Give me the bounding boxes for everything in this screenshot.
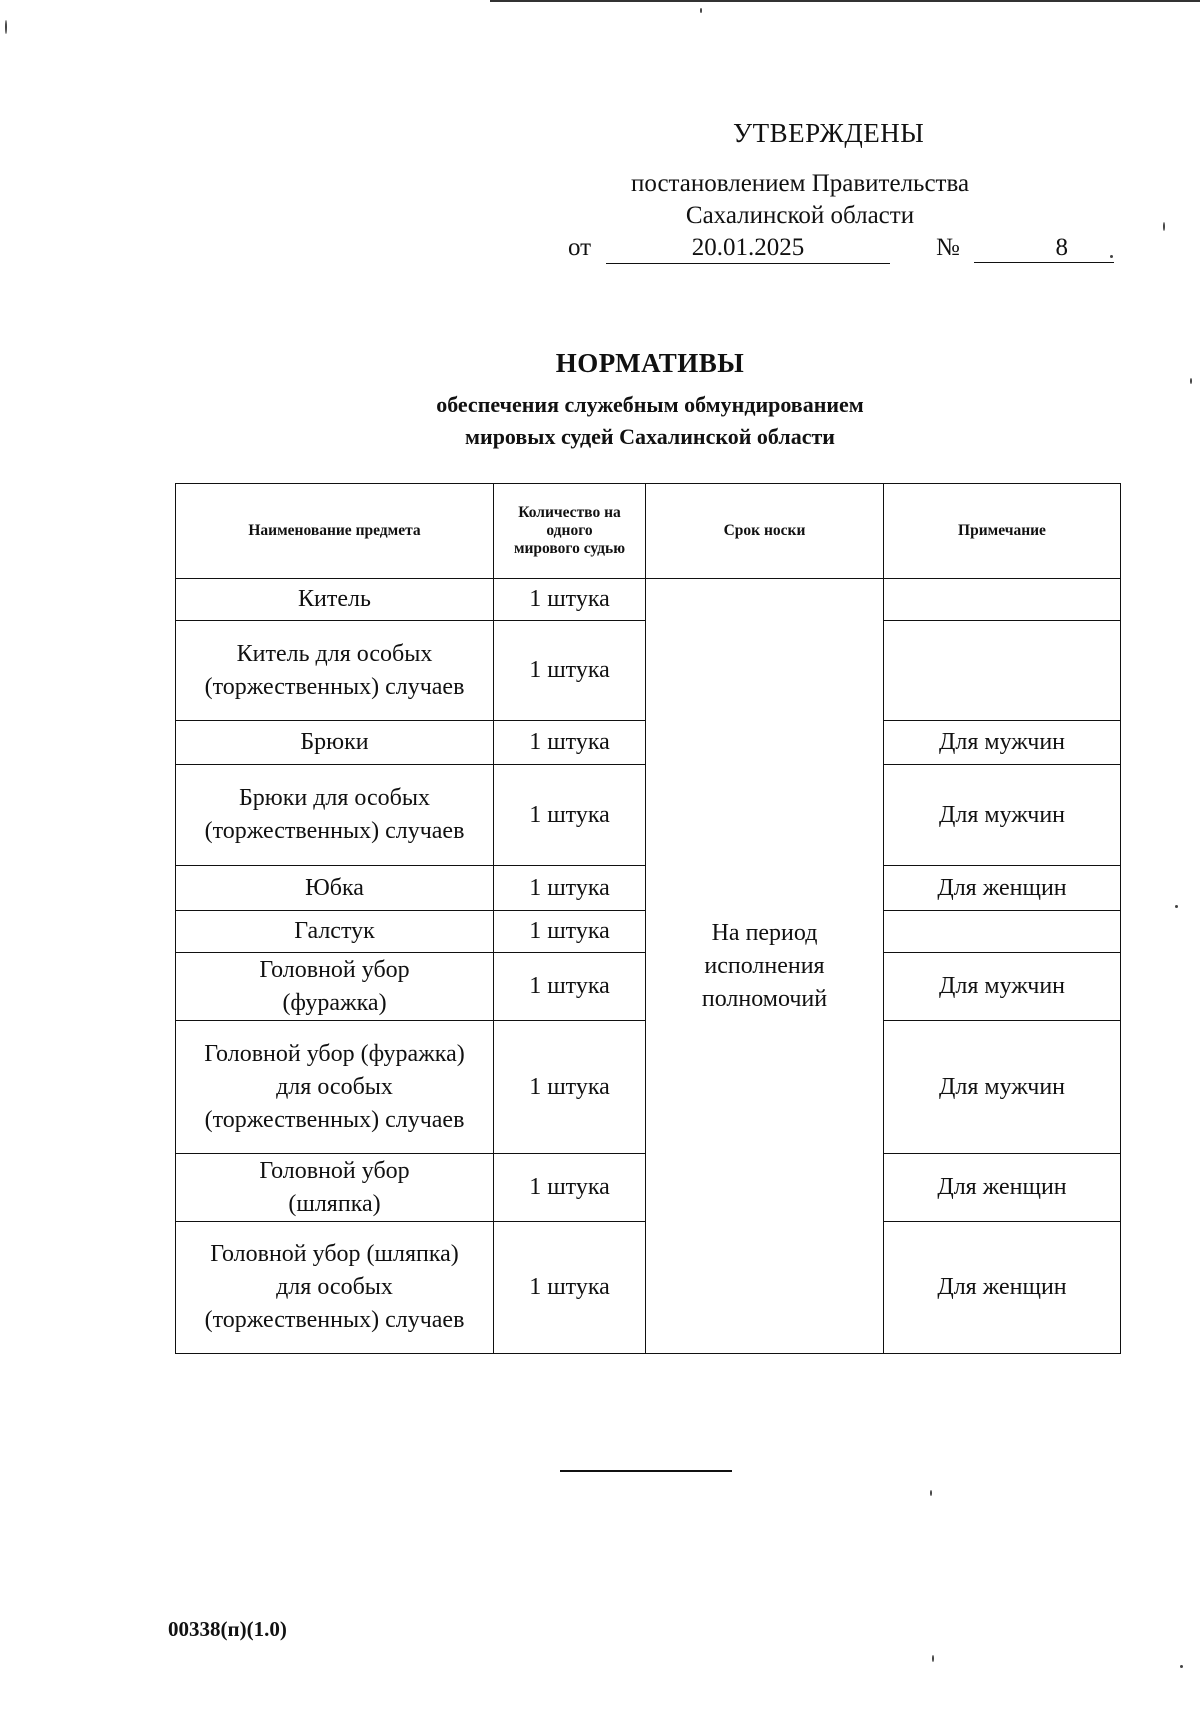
scan-speck [1175, 905, 1178, 908]
row-quantity: 1 штука [494, 1222, 646, 1354]
row-item: Юбка [176, 866, 494, 911]
header-note: Примечание [884, 484, 1121, 579]
approval-title: УТВЕРЖДЕНЫ [733, 118, 925, 148]
row-item: Головной убор (фуражка) [176, 953, 494, 1021]
scan-speck [932, 1655, 934, 1662]
table-header-row [176, 484, 1121, 579]
row-item: Галстук [176, 911, 494, 953]
scan-speck [930, 1490, 932, 1496]
approval-number: 8 [974, 232, 1114, 263]
document-code: 00338(п)(1.0) [168, 1617, 287, 1641]
row-quantity: 1 штука [494, 1154, 646, 1222]
row-item: Головной убор (фуражка) для особых (торжественных) случаев [176, 1021, 494, 1154]
row-item: Брюки для особых (торжественных) случаев [176, 765, 494, 866]
row-quantity: 1 штука [494, 621, 646, 721]
row-item: Китель для особых (торжественных) случаев [176, 621, 494, 721]
scan-speck [1190, 378, 1192, 384]
row-item: Брюки [176, 721, 494, 765]
approval-date-number-row [568, 232, 1128, 266]
header-term: Срок носки [646, 484, 884, 579]
row-note: Для женщин [884, 1222, 1121, 1354]
number-sign: № [936, 234, 960, 261]
row-quantity: 1 штука [494, 765, 646, 866]
row-note: Для мужчин [884, 953, 1121, 1021]
row-quantity: 1 штука [494, 953, 646, 1021]
approval-authority: постановлением Правительства [630, 170, 970, 197]
row-quantity: 1 штука [494, 866, 646, 911]
scan-speck [1110, 255, 1113, 258]
row-quantity: 1 штука [494, 1021, 646, 1154]
norms-table [175, 483, 1121, 1354]
row-item: Головной убор (шляпка) [176, 1154, 494, 1222]
row-note [884, 621, 1121, 721]
scan-speck [5, 20, 7, 34]
row-item: Головной убор (шляпка) для особых (торжественных) случаев [176, 1222, 494, 1354]
row-note: Для мужчин [884, 1021, 1121, 1154]
date-prefix: от [568, 234, 592, 261]
row-note [884, 911, 1121, 953]
row-note [884, 579, 1121, 621]
scan-top-edge-line [490, 0, 1200, 2]
document-end-rule [560, 1470, 732, 1472]
document-subtitle-line1: обеспечения служебным обмундированием [436, 392, 864, 417]
row-quantity: 1 штука [494, 721, 646, 765]
term-all-items: На период исполнения полномочий [646, 579, 884, 1354]
row-note: Для женщин [884, 866, 1121, 911]
approval-region: Сахалинской области [685, 202, 915, 229]
header-item: Наименование предмета [176, 484, 494, 579]
document-heading [300, 348, 1000, 453]
document-subtitle [300, 389, 1000, 453]
row-quantity: 1 штука [494, 579, 646, 621]
row-note: Для мужчин [884, 721, 1121, 765]
row-note: Для мужчин [884, 765, 1121, 866]
table-row [176, 579, 1121, 621]
scan-speck [1163, 222, 1165, 231]
row-item: Китель [176, 579, 494, 621]
row-note: Для женщин [884, 1154, 1121, 1222]
header-quantity: Количество на одного мирового судью [494, 484, 646, 579]
approval-date: 20.01.2025 [606, 232, 890, 264]
scan-speck [700, 8, 702, 13]
scan-speck [1180, 1665, 1183, 1668]
row-quantity: 1 штука [494, 911, 646, 953]
document-subtitle-line2: мировых судей Сахалинской области [465, 424, 835, 449]
document-title: НОРМАТИВЫ [555, 348, 745, 378]
